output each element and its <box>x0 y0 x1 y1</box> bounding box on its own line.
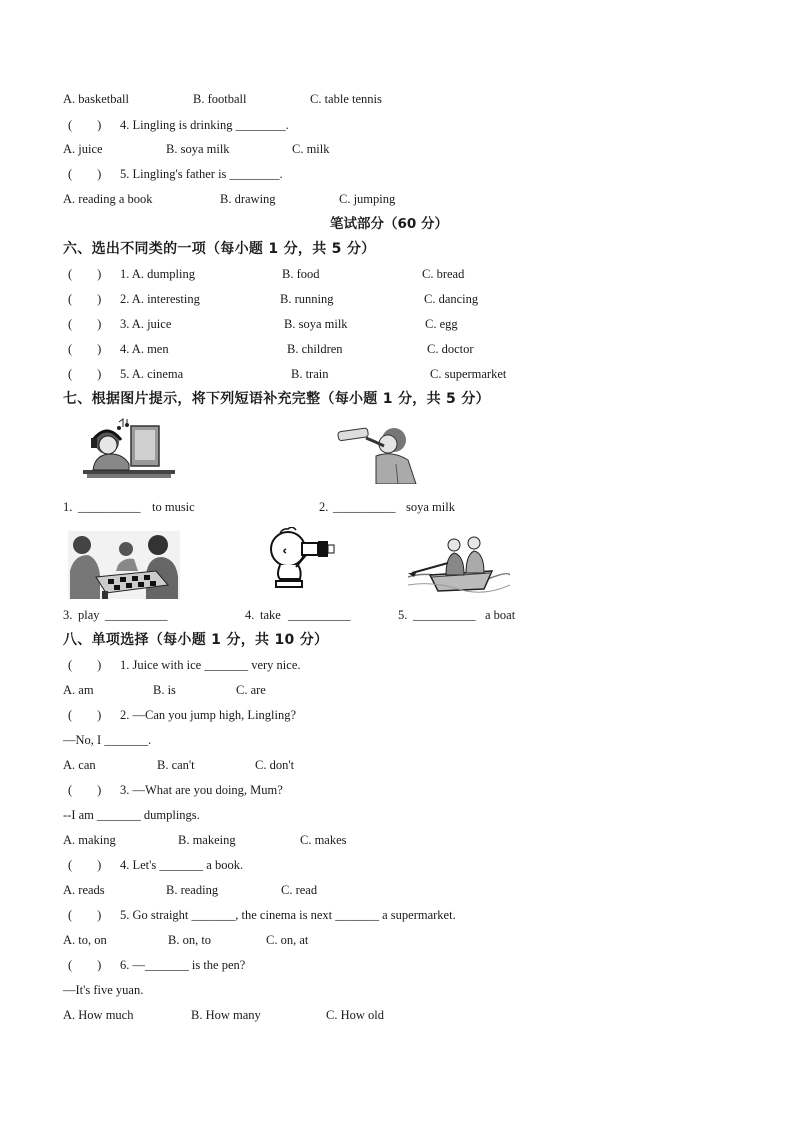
answer-paren[interactable]: ( ) <box>68 342 102 356</box>
s7-q5-num: 5. <box>398 608 408 622</box>
s8-q5-c: C. on, at <box>266 933 309 947</box>
s8-q3-b: B. makeing <box>178 833 236 847</box>
s8-q2-a: A. can <box>63 758 96 772</box>
s8-q4-b: B. reading <box>166 883 219 897</box>
s8-q6-c: C. How old <box>326 1008 384 1022</box>
s8-q1-stem: 1. Juice with ice _______ very nice. <box>120 658 301 672</box>
q3-option-a: A. basketball <box>63 92 129 106</box>
s8-q1-c: C. are <box>236 683 266 697</box>
s7-q2-num: 2. <box>319 500 329 514</box>
s7-q3-num: 3. <box>63 608 73 622</box>
s8-q6-b: B. How many <box>191 1008 261 1022</box>
q5-option-b: B. drawing <box>220 192 276 206</box>
s6-q4-a: 4. A. men <box>120 342 169 356</box>
q5-option-c: C. jumping <box>339 192 396 206</box>
s6-q3-b: B. soya milk <box>284 317 348 331</box>
s8-q6-line2: —It's five yuan. <box>63 983 144 997</box>
answer-paren[interactable]: ( ) <box>68 267 102 281</box>
q3-option-b: B. football <box>193 92 247 106</box>
s7-q3-blank[interactable]: __________ <box>105 608 168 622</box>
s6-q4-b: B. children <box>287 342 343 356</box>
s7-q3-text: play <box>78 608 100 622</box>
s8-q4-c: C. read <box>281 883 318 897</box>
s6-q1-a: 1. A. dumpling <box>120 267 196 281</box>
q4-option-c: C. milk <box>292 142 330 156</box>
answer-paren[interactable]: ( ) <box>68 858 102 872</box>
listening-q4-stem: 4. Lingling is drinking ________. <box>120 118 289 132</box>
answer-paren[interactable]: ( ) <box>68 118 102 132</box>
s6-q3-a: 3. A. juice <box>120 317 172 331</box>
s6-q5-c: C. supermarket <box>430 367 507 381</box>
s8-q5-b: B. on, to <box>168 933 212 947</box>
s6-q2-c: C. dancing <box>424 292 479 306</box>
answer-paren[interactable]: ( ) <box>68 367 102 381</box>
s6-q2-b: B. running <box>280 292 334 306</box>
s7-q4-num: 4. <box>245 608 255 622</box>
s8-q3-line2: --I am _______ dumplings. <box>63 808 200 822</box>
s7-q2-blank[interactable]: __________ <box>333 500 396 514</box>
s6-q5-b: B. train <box>291 367 329 381</box>
rowing-boat-picture <box>408 533 510 597</box>
s8-q3-c: C. makes <box>300 833 347 847</box>
s8-q5-stem: 5. Go straight _______, the cinema is next _______ a supermarket. <box>120 908 456 922</box>
answer-paren[interactable]: ( ) <box>68 317 102 331</box>
q4-option-b: B. soya milk <box>166 142 230 156</box>
s8-q6-stem: 6. —_______ is the pen? <box>120 958 246 972</box>
s8-q2-line2: —No, I _______. <box>63 733 152 747</box>
s6-q1-b: B. food <box>282 267 320 281</box>
taking-photos-picture <box>266 527 336 591</box>
answer-paren[interactable]: ( ) <box>68 167 102 181</box>
s6-q2-a: 2. A. interesting <box>120 292 200 306</box>
section6-title: 六、选出不同类的一项（每小题 1 分，共 5 分） <box>63 241 376 257</box>
s7-q1-num: 1. <box>63 500 73 514</box>
s7-q4-text: take <box>260 608 281 622</box>
s7-q2-text: soya milk <box>406 500 455 514</box>
s6-q3-c: C. egg <box>425 317 458 331</box>
s8-q5-a: A. to, on <box>63 933 107 947</box>
listening-to-music-picture <box>83 418 175 488</box>
s7-q1-text: to music <box>152 500 195 514</box>
s8-q2-c: C. don't <box>255 758 295 772</box>
q4-option-a: A. juice <box>63 142 103 156</box>
answer-paren[interactable]: ( ) <box>68 292 102 306</box>
section7-title: 七、根据图片提示，将下列短语补充完整（每小题 1 分，共 5 分） <box>63 391 490 407</box>
s8-q1-b: B. is <box>153 683 176 697</box>
s6-q4-c: C. doctor <box>427 342 474 356</box>
drinking-soya-milk-picture <box>336 420 422 484</box>
s8-q4-stem: 4. Let's _______ a book. <box>120 858 244 872</box>
answer-paren[interactable]: ( ) <box>68 658 102 672</box>
s7-q5-text: a boat <box>485 608 516 622</box>
listening-q5-stem: 5. Lingling's father is ________. <box>120 167 283 181</box>
s8-q3-stem: 3. —What are you doing, Mum? <box>120 783 283 797</box>
playing-chess-picture <box>68 531 180 599</box>
s8-q3-a: A. making <box>63 833 116 847</box>
s8-q6-a: A. How much <box>63 1008 134 1022</box>
answer-paren[interactable]: ( ) <box>68 908 102 922</box>
s8-q2-stem: 2. —Can you jump high, Lingling? <box>120 708 297 722</box>
s8-q4-a: A. reads <box>63 883 105 897</box>
section8-title: 八、单项选择（每小题 1 分，共 10 分） <box>63 632 329 648</box>
s7-q1-blank[interactable]: __________ <box>78 500 141 514</box>
s6-q1-c: C. bread <box>422 267 465 281</box>
s8-q1-a: A. am <box>63 683 94 697</box>
q5-option-a: A. reading a book <box>63 192 153 206</box>
q3-option-c: C. table tennis <box>310 92 382 106</box>
answer-paren[interactable]: ( ) <box>68 708 102 722</box>
s7-q5-blank[interactable]: __________ <box>413 608 476 622</box>
written-part-title: 笔试部分（60 分） <box>330 216 448 232</box>
answer-paren[interactable]: ( ) <box>68 958 102 972</box>
answer-paren[interactable]: ( ) <box>68 783 102 797</box>
s7-q4-blank[interactable]: __________ <box>288 608 351 622</box>
s8-q2-b: B. can't <box>157 758 195 772</box>
s6-q5-a: 5. A. cinema <box>120 367 184 381</box>
